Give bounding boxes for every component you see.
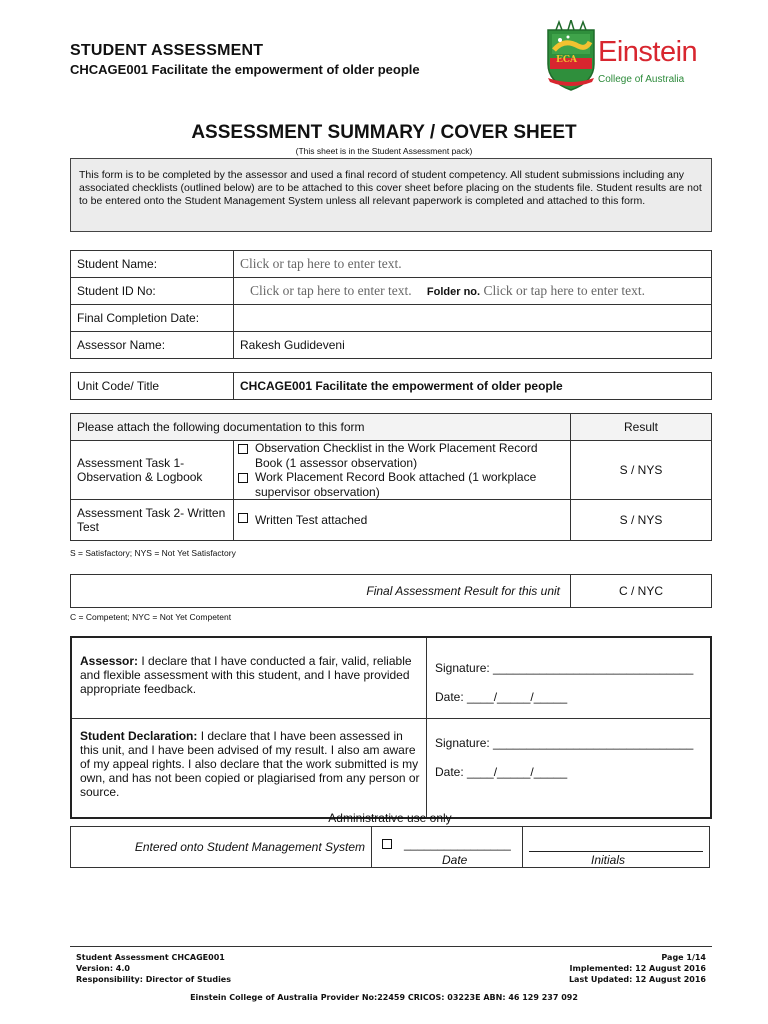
student-details-table — [70, 250, 712, 359]
unit-table — [70, 372, 712, 400]
task1-item-2: Work Placement Record Book attached (1 workplace supervisor observation) — [255, 470, 537, 499]
admin-date-line[interactable]: ________________ — [404, 837, 511, 851]
footer-divider — [70, 946, 712, 947]
declarations-table — [70, 636, 712, 819]
student-date-line[interactable]: Date: ____/_____/_____ — [435, 765, 568, 779]
assessor-sign-cell — [427, 637, 712, 719]
documentation-header-row — [71, 414, 712, 441]
admin-checkbox[interactable] — [382, 839, 392, 849]
admin-initials-line[interactable] — [529, 851, 703, 852]
result-header: Result — [571, 414, 712, 441]
assessor-name-field[interactable]: Rakesh Gudideveni — [234, 332, 712, 359]
folder-placeholder[interactable]: Click or tap here to enter text. — [483, 283, 646, 298]
assessor-declaration — [71, 637, 427, 719]
unit-subheading: CHCAGE001 Facilitate the empowerment of older people — [70, 62, 420, 77]
unit-code-value: CHCAGE001 Facilitate the empowerment of older people — [234, 373, 712, 400]
task1-checkbox-2[interactable] — [238, 473, 248, 483]
logo-tagline: College of Australia — [598, 74, 685, 85]
student-declaration-heading: Student Declaration: — [80, 729, 198, 743]
logo-wordmark: Einstein — [598, 36, 698, 68]
task2-result[interactable]: S / NYS — [571, 500, 712, 541]
footer-page: Page 1/14 — [661, 953, 706, 962]
completion-date-field[interactable] — [234, 305, 712, 332]
satisfactory-legend: S = Satisfactory; NYS = Not Yet Satisfactory — [70, 548, 236, 558]
logo-badge-text: ECA — [556, 55, 578, 65]
instructions-text: This form is to be completed by the assessor and used a final record of student competency. All student submissions including any associated checklists (outlined below) are to be attached to this cover sheet before placing on the students file. Student results are not to be entered onto the Student Management System unless all relevant paperwork is completed and attached to this form. — [79, 169, 702, 207]
task1-items — [234, 441, 571, 500]
student-id-row — [71, 278, 712, 305]
task1-row — [71, 441, 712, 500]
cover-sheet-note: (This sheet is in the Student Assessment pack) — [295, 146, 473, 156]
task2-checkbox-1[interactable] — [238, 513, 248, 523]
footer-version: Version: 4.0 — [76, 964, 130, 973]
documentation-header: Please attach the following documentation to this form — [71, 414, 571, 441]
footer-responsibility: Responsibility: Director of Studies — [76, 975, 231, 984]
admin-sms-label: Entered onto Student Management System — [71, 827, 372, 868]
student-id-label: Student ID No: — [71, 278, 234, 305]
footer-provider: Einstein College of Australia Provider No:22459 CRICOS: 03223E ABN: 46 129 237 092 — [190, 993, 578, 1002]
student-id-placeholder: Click or tap here to enter text. — [250, 283, 412, 298]
admin-table — [70, 826, 710, 868]
cover-sheet-title: ASSESSMENT SUMMARY / COVER SHEET — [191, 122, 577, 143]
folder-label: Folder no. — [426, 286, 481, 298]
admin-date-cell — [372, 827, 523, 868]
student-name-placeholder: Click or tap here to enter text. — [240, 256, 402, 271]
task1-item-1: Observation Checklist in the Work Placement Record Book (1 assessor observation) — [255, 441, 538, 470]
assessor-name-row — [71, 332, 712, 359]
assessor-date-line[interactable]: Date: ____/_____/_____ — [435, 690, 568, 704]
competency-legend: C = Competent; NYC = Not Yet Competent — [70, 612, 232, 622]
admin-initials-caption: Initials — [591, 853, 626, 867]
task1-result[interactable]: S / NYS — [571, 441, 712, 500]
admin-date-caption: Date — [442, 853, 468, 867]
documentation-table — [70, 413, 712, 541]
student-name-field[interactable] — [234, 251, 712, 278]
final-result-table — [70, 574, 712, 608]
footer-implemented: Implemented: 12 August 2016 — [569, 964, 706, 973]
assessor-signature-line[interactable]: Signature: ______________________________ — [435, 661, 694, 675]
task1-checkbox-1[interactable] — [238, 444, 248, 454]
completion-date-label: Final Completion Date: — [71, 305, 234, 332]
final-result-label: Final Assessment Result for this unit — [71, 575, 571, 608]
task2-items — [234, 500, 571, 541]
task1-label: Assessment Task 1- Observation & Logbook — [71, 441, 234, 500]
task2-label: Assessment Task 2- Written Test — [71, 500, 234, 541]
assessor-declaration-text: I declare that I have conducted a fair, valid, reliable and flexible assessment with this student, and I have provided appropriate feedback. — [80, 654, 412, 696]
footer-updated: Last Updated: 12 August 2016 — [568, 975, 706, 984]
assessor-name-label: Assessor Name: — [71, 332, 234, 359]
admin-heading: Administrative use only — [328, 811, 452, 825]
instructions-box — [70, 158, 712, 232]
doc-heading: STUDENT ASSESSMENT — [70, 42, 264, 59]
assessor-declaration-heading: Assessor: — [80, 654, 139, 668]
student-signature-line[interactable]: Signature: ______________________________ — [435, 736, 694, 750]
student-id-field[interactable] — [234, 278, 712, 305]
admin-initials-cell — [523, 827, 710, 868]
final-result-value[interactable]: C / NYC — [571, 575, 712, 608]
task2-item-1: Written Test attached — [255, 513, 368, 527]
unit-code-label: Unit Code/ Title — [71, 373, 234, 400]
student-declaration-text: I declare that I have been assessed in this unit, and I have been advised of my result. I also am aware of my appeal rights. I also declare that the work submitted is my own, and has not been copied or plagiarised from any person or source. — [80, 729, 420, 799]
task2-row — [71, 500, 712, 541]
completion-date-row — [71, 305, 712, 332]
footer-doc: Student Assessment CHCAGE001 — [76, 953, 225, 962]
student-declaration-row — [71, 719, 711, 819]
student-name-row — [71, 251, 712, 278]
student-name-label: Student Name: — [71, 251, 234, 278]
student-sign-cell — [427, 719, 712, 819]
student-declaration — [71, 719, 427, 819]
assessor-declaration-row — [71, 637, 711, 719]
